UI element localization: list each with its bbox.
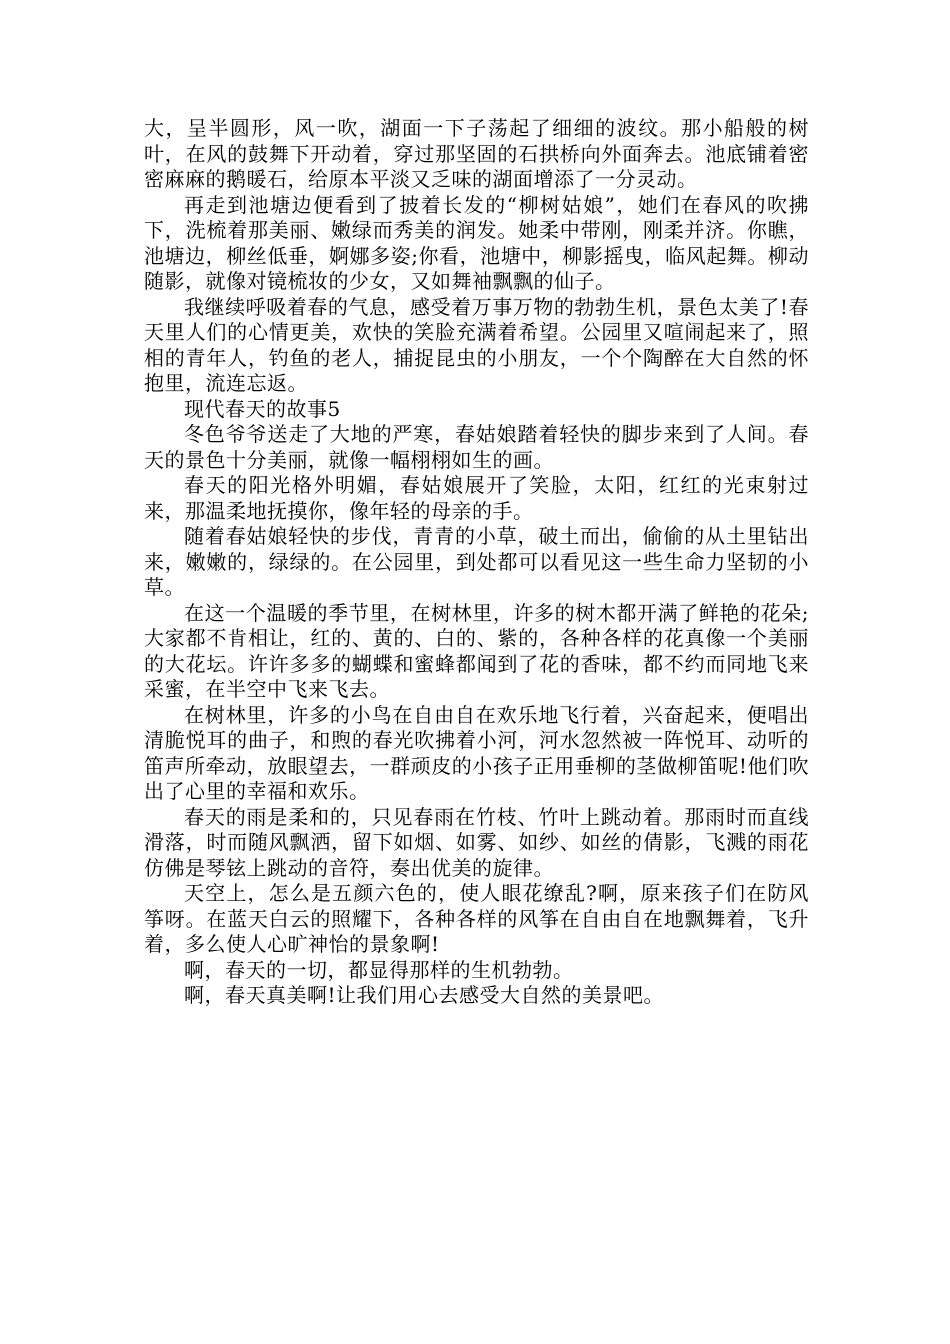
section-heading: 现代春天的故事5 — [184, 396, 341, 421]
paragraph-12: 啊，春天真美啊!让我们用心去感受大自然的美景吧。 — [184, 983, 665, 1007]
paragraph-11: 啊，春天的一切，都显得那样的生机勃勃。 — [184, 957, 574, 982]
paragraph-8: 在树林里，许多的小鸟在自由自在欢乐地飞行着，兴奋起来，便唱出清脆悦耳的曲子，和煦的春光吹拂着小河，河水忽然被一阵悦耳、动听的笛声所牵动，放眼望去，一群顽皮的小孩子正用垂柳的茎做柳笛呢!他们吹出了心里的幸福和欢乐。 — [144, 702, 809, 803]
paragraph-5: 春天的阳光格外明媚，春姑娘展开了笑脸，太阳，红红的光束射过来，那温柔地抚摸你，像年轻的母亲的手。 — [144, 473, 809, 523]
paragraph-9: 春天的雨是柔和的，只见春雨在竹枝、竹叶上跳动着。那雨时而直线滑落，时而随风飘洒，留下如烟、如雾、如纱、如丝的倩影，飞溅的雨花仿佛是琴铉上跳动的音符，奏出优美的旋律。 — [144, 804, 809, 880]
paragraph-4: 冬色爷爷送走了大地的严寒，春姑娘踏着轻快的脚步来到了人间。春天的景色十分美丽，就像一幅栩栩如生的画。 — [144, 422, 809, 472]
paragraph-7: 在这一个温暖的季节里，在树林里，许多的树木都开满了鲜艳的花朵;大家都不肯相让，红的、黄的、白的、紫的，各种各样的花真像一个美丽的大花坛。许许多多的蝴蝶和蜜蜂都闻到了花的香味，都不约而同地飞来采蜜，在半空中飞来飞去。 — [144, 600, 809, 701]
paragraph-10: 天空上，怎么是五颜六色的，使人眼花缭乱?啊，原来孩子们在防风筝呀。在蓝天白云的照耀下，各种各样的风筝在自由自在地飘舞着，飞升着，多么使人心旷神怡的景象啊! — [144, 881, 809, 956]
paragraph-6: 随着春姑娘轻快的步伐，青青的小草，破土而出，偷偷的从土里钻出来，嫩嫩的，绿绿的。在公园里，到处都可以看见这一些生命力坚韧的小草。 — [144, 524, 809, 599]
document-body — [144, 116, 809, 1009]
paragraph-1: 大，呈半圆形，风一吹，湖面一下子荡起了细细的波纹。那小船般的树叶，在风的鼓舞下开动着，穿过那坚固的石拱桥向外面奔去。池底铺着密密麻麻的鹅暖石，给原本平淡又乏味的湖面增添了一分灵动。 — [144, 116, 809, 191]
paragraph-2: 再走到池塘边便看到了披着长发的“柳树姑娘”，她们在春风的吹拂下，洗梳着那美丽、嫩绿而秀美的润发。她柔中带刚，刚柔并济。你瞧，池塘边，柳丝低垂，婀娜多姿;你看，池塘中，柳影摇曳，临风起舞。柳动随影，就像对镜梳妆的少女，又如舞袖飘飘的仙子。 — [144, 192, 809, 293]
paragraph-3: 我继续呼吸着春的气息，感受着万事万物的勃勃生机，景色太美了!春天里人们的心情更美，欢快的笑脸充满着希望。公园里又喧闹起来了，照相的青年人，钓鱼的老人，捕捉昆虫的小朋友，一个个陶醉在大自然的怀抱里，流连忘返。 — [144, 294, 809, 395]
